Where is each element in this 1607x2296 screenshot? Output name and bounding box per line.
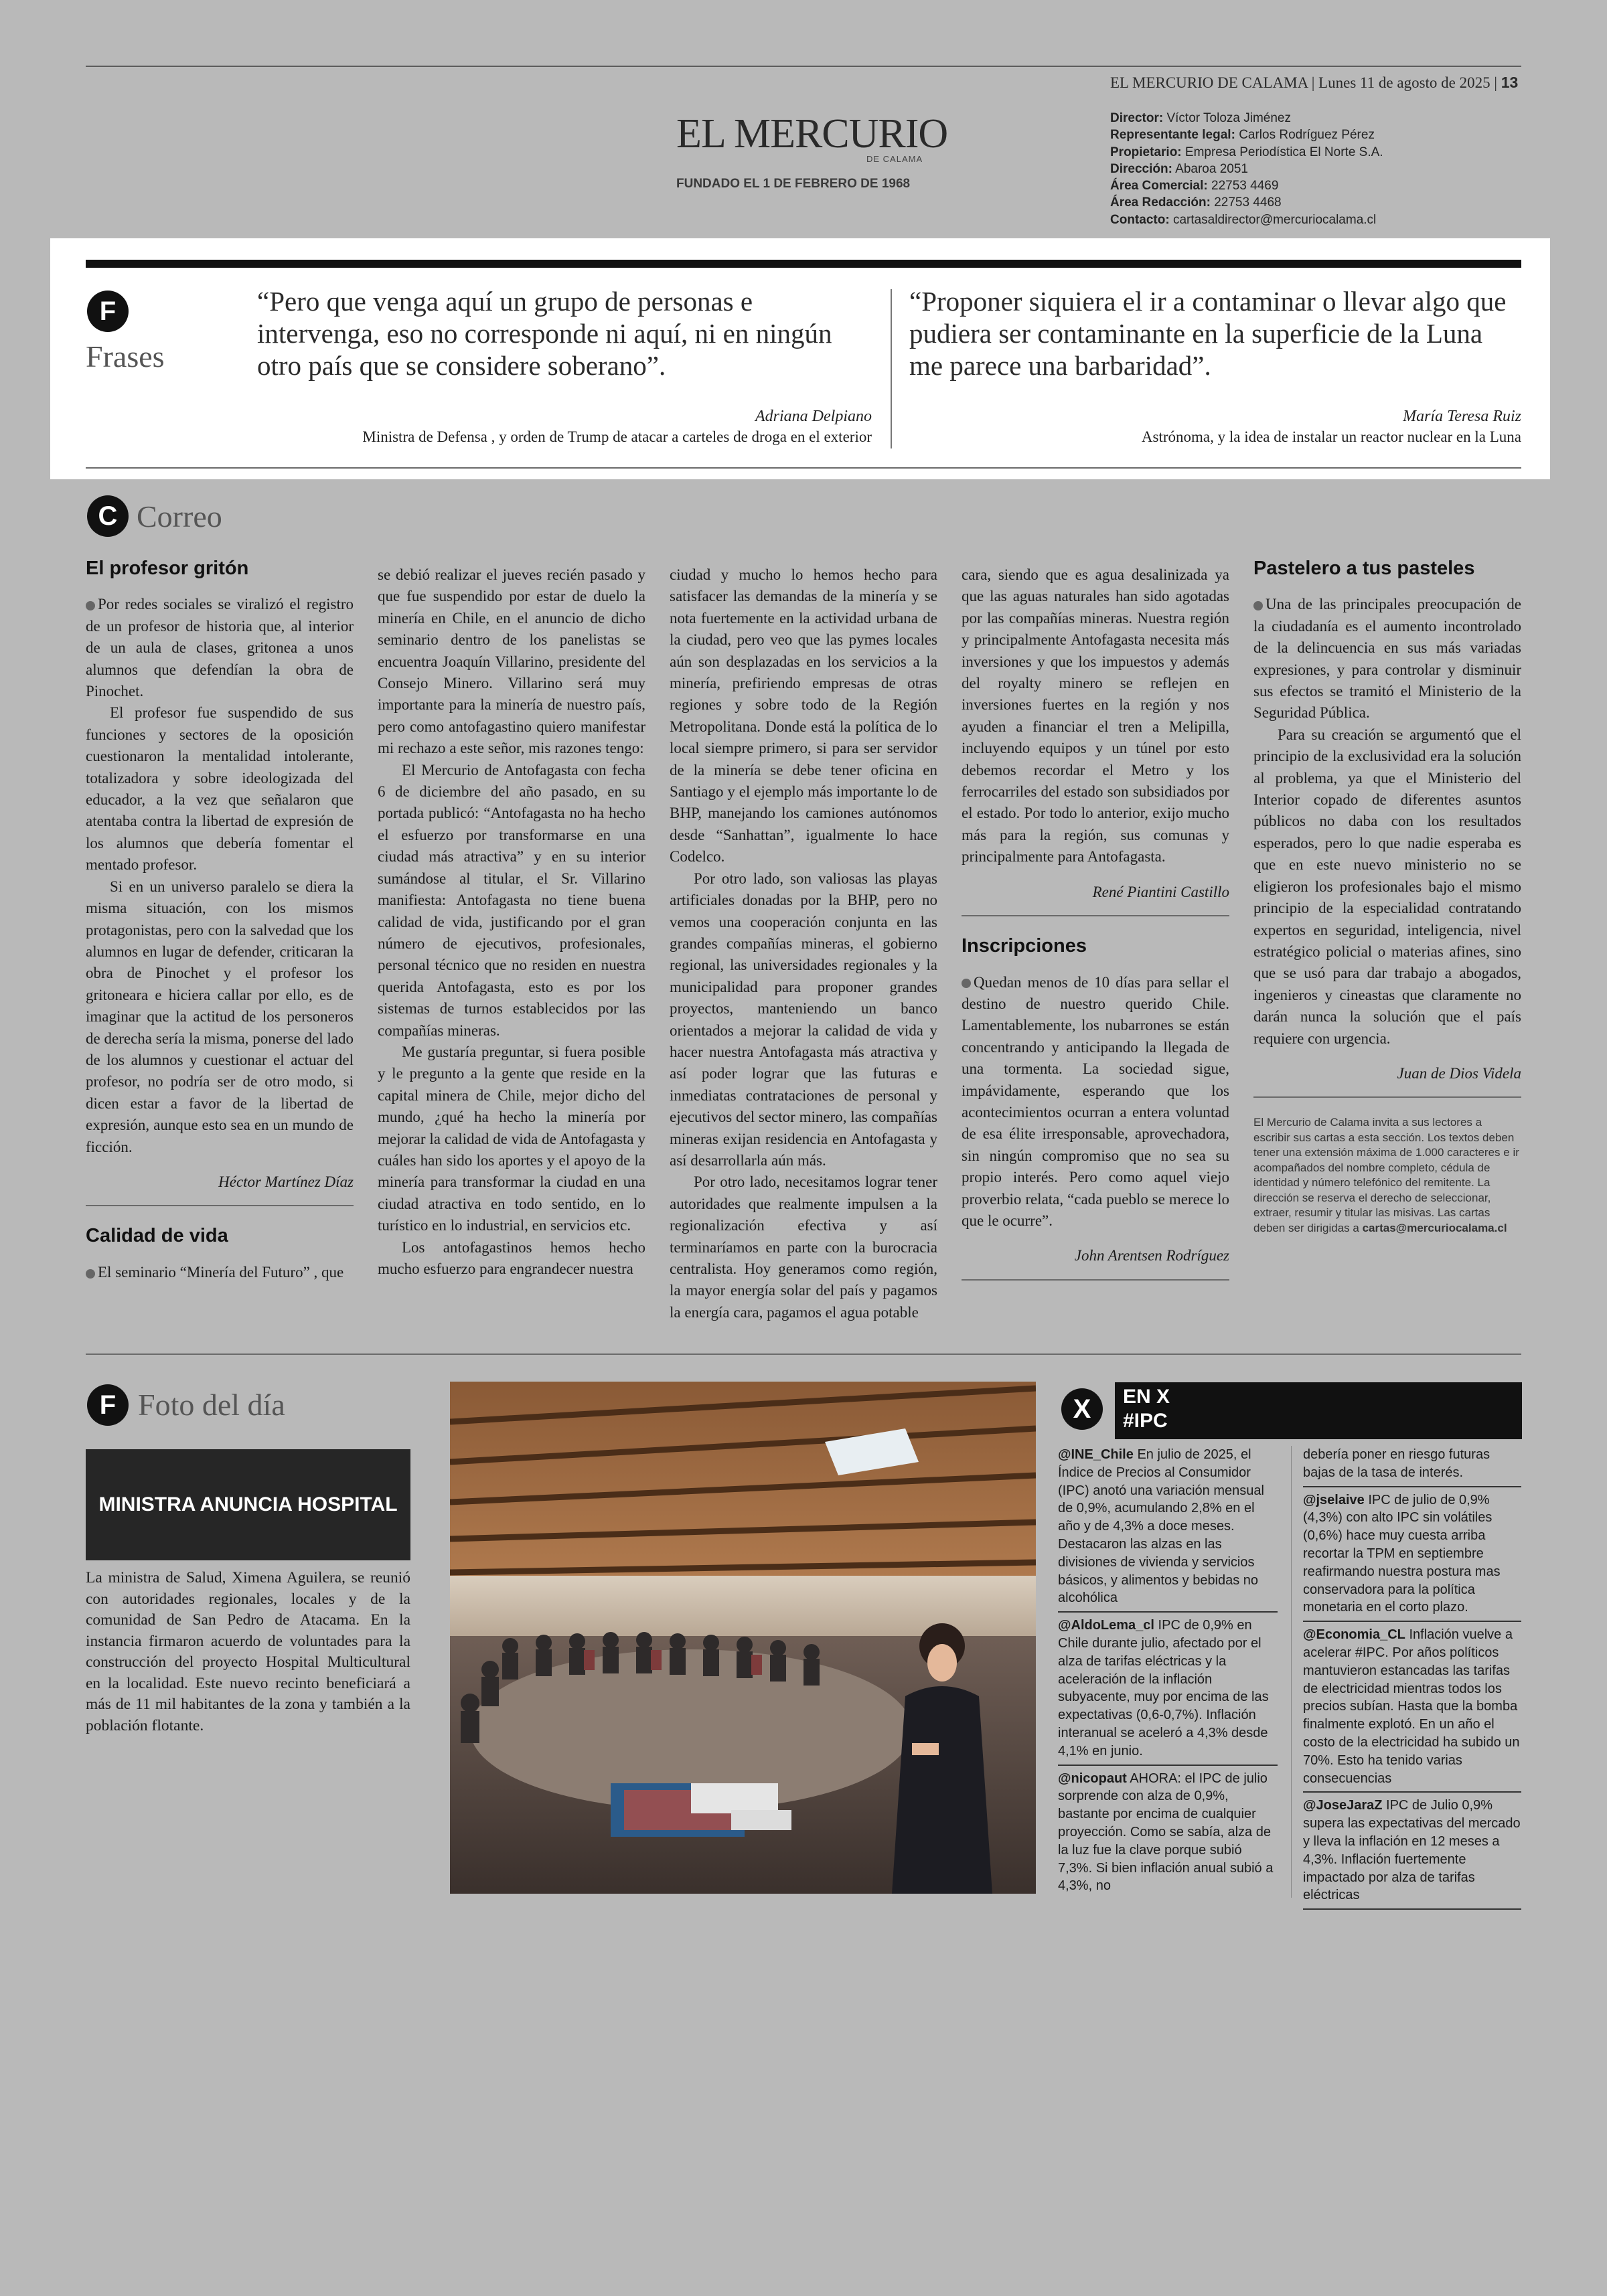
tweet-item[interactable] (1058, 1617, 1278, 1765)
tweet-handle[interactable]: @jselaive (1303, 1492, 1365, 1507)
staff-commercial: Área Comercial: 22753 4469 (1110, 179, 1279, 193)
letter-4-rule (1253, 1096, 1521, 1098)
letter-2-headline: Calidad de vida (86, 1225, 228, 1247)
letter-1-rule (86, 1205, 354, 1206)
masthead-title: EL MERCURIO (676, 111, 948, 157)
x-logo-icon: X (1061, 1388, 1103, 1430)
letter-2-paragraph: ciudad y mucho lo hemos hecho para satisfacer las demandas de la minería y se nota fuertemente en la actividad urbana de la ciudad, pero veo que las pymes locales aún son desplazadas en los servicios a la minería, prefiriendo empresas de otras regiones y sobre todo de la Región Metropolitana. Donde está la política de lo local siempre primero, si para ser servidor de la minería se debe tener oficina en Santiago y el ejemplo más importante lo de BHP, manejando los camiones autónomos desde “Sanhattan”, igualmente lo hace Codelco. (670, 566, 937, 866)
tweet-handle[interactable]: @nicopaut (1058, 1771, 1127, 1786)
enx-column-2 (1303, 1446, 1521, 1914)
masthead-subtitle: DE CALAMA (866, 154, 923, 164)
quote-2-author: María Teresa Ruiz (1403, 408, 1521, 425)
tweet-text: IPC de Julio 0,9% supera las expectativas del mercado y lleva la inflación en 12 meses a 4,3%. Inflación fuertemente impactado por alza de tarifas eléctricas (1303, 1798, 1521, 1903)
frases-icon: F (87, 291, 129, 332)
letter-2-paragraph: Los antofagastinos hemos hecho mucho esfuerzo para engrandecer nuestra (378, 1238, 645, 1277)
quote-1-author: Adriana Delpiano (755, 408, 872, 425)
letters-email[interactable]: cartas@mercuriocalama.cl (1362, 1221, 1507, 1234)
tweet-text: IPC de 0,9% en Chile durante julio, afectado por el alza de tarifas eléctricas y la aceleración de la inflación subyacente, muy por encima de las expectativas (0,6-0,7%). Inflación interanual se aceleró a 4,3% desde 4,1% en junio. (1058, 1618, 1269, 1758)
staff-owner: Propietario: Empresa Periodística El Norte S.A. (1110, 145, 1383, 159)
meeting-photo-image (450, 1382, 1036, 1894)
staff-director: Director: Víctor Toloza Jiménez (1110, 111, 1291, 125)
tweet-item[interactable] (1058, 1770, 1278, 1896)
letter-column-2 (378, 564, 645, 1280)
foto-headline: MINISTRA ANUNCIA HOSPITAL (86, 1449, 410, 1560)
tweet-text: Inflación vuelve a acelerar #IPC. Por años políticos mantuvieron estancadas las tarifas de electricidad mientras todos los precios subían. Hasta que la bomba finalmente explotó. En un año el costo de la electricidad ha subido un 70%. Esto ha tenido varias consecuencias (1303, 1627, 1520, 1786)
dateline (1110, 74, 1518, 92)
enx-divider (1291, 1446, 1292, 1898)
letter-2-paragraph: se debió realizar el jueves recién pasado y que fue suspendido por estar de duelo la minería en Chile, en el anuncio de dicho seminario dentro de los panelistas se encuentra Joaquín Villarino, presidente del Consejo Minero. Villarino será muy importante para la minería de nuestro país, pero como antofagastino quiero manifestar mi rechazo a este señor, mis razones tengo: (378, 566, 645, 757)
quote-1-text: “Pero que venga aquí un grupo de personas e intervenga, eso no corresponde ni aquí, ni en ningún otro país que se considere soberano”. (257, 286, 832, 381)
letter-1-paragraph: Si en un universo paralelo se diera la misma situación, con los mismos protagonistas, pero con la salvedad que los alumnos en lugar de defender, criticaran la obra de Pinochet y el profesor los gritoneara e hiciera callar por ello, es de imaginar que la actitud de los personeros de derecha sería la misma, ponerse del lado de los alumnos y cuestionar el actuar del profesor, no podría ser de otro modo, si dicen estar a favor de la libertad de expresión, aunque esto sea en un mundo de ficción. (86, 878, 354, 1155)
staff-contact[interactable]: Contacto: cartasaldirector@mercuriocalama.cl (1110, 212, 1377, 227)
staff-address: Dirección: Abaroa 2051 (1110, 161, 1248, 176)
staff-box (1110, 110, 1383, 228)
letter-column-4 (962, 564, 1229, 1281)
photo-meeting (450, 1382, 1036, 1894)
quote-1-desc: Ministra de Defensa , y orden de Trump de atacar a carteles de droga en el exterior (362, 428, 872, 445)
foto-label: Foto del día (138, 1388, 285, 1422)
letter-3-rule (962, 1279, 1229, 1281)
quote-2-desc: Astrónoma, y la idea de instalar un reactor nuclear en la Luna (1141, 428, 1521, 445)
quote-2-text: “Proponer siquiera el ir a contaminar o llevar algo que pudiera ser contaminante en la superficie de la Luna me parece una barbaridad”. (909, 286, 1507, 381)
letter-4-headline: Pastelero a tus pasteles (1253, 558, 1475, 579)
letter-column-1 (86, 558, 354, 1283)
tweet-handle[interactable]: @INE_Chile (1058, 1447, 1134, 1462)
letter-2-signature: René Piantini Castillo (1092, 883, 1229, 900)
letter-3-headline: Inscripciones (962, 935, 1087, 957)
tweet-item[interactable] (1303, 1626, 1521, 1793)
bullet-icon (86, 1269, 95, 1279)
correo-label: Correo (137, 499, 222, 534)
letter-1-headline: El profesor gritón (86, 558, 249, 579)
enx-title: EN X #IPC (1123, 1386, 1170, 1432)
letter-2-paragraph: Por otro lado, necesitamos lograr tener autoridades que realmente impulsen a la regionalización efectiva y así terminaríamos en parte con la burocracia centralista. Hoy generamos como región, la mayor energía solar del país y pagamos la energía cara, pagamos el agua potable (670, 1173, 937, 1321)
frases-label: Frases (86, 339, 165, 374)
tweet-item[interactable] (1303, 1491, 1521, 1623)
letter-1-signature: Héctor Martínez Díaz (218, 1173, 354, 1190)
staff-legal: Representante legal: Carlos Rodríguez Pérez (1110, 128, 1375, 143)
letter-2-paragraph: El Mercurio de Antofagasta con fecha 6 de diciembre del año pasado, en su portada publicó: “Antofagasta no ha hecho el esfuerzo por transformarse en una ciudad más atractiva” y en su interior sumándose al titular, el Sr. Villarino manifiesta: Antofagasta no tiene buena calidad de vida, justificando por el gran número de ejecutivos, profesionales, personal técnico que no residen en nuestra querida Antofagasta, esto es por los sistemas de turnos establecidos por las compañías mineras. (378, 761, 645, 1039)
correo-bottom-rule (86, 1354, 1521, 1355)
tweet-text: AHORA: el IPC de julio sorprende con alza de 0,9%, bastante por encima de cualquier proyección. Como se sabía, alza de la luz fue la clave porque subió 7,3%. Si bien inflación anual subió a 4,3%, no (1058, 1771, 1274, 1894)
enx-column-1 (1058, 1446, 1278, 1895)
letter-4-paragraph: Una de las principales preocupación de la ciudadanía es el aumento incontrolado de la delincuencia en sus más variadas expresiones, y para controlar y disminuir sus efectos se tramitó el Ministerio de la Seguridad Pública. (1253, 596, 1521, 722)
page-number: 13 (1501, 74, 1519, 91)
letter-2-paragraph: cara, siendo que es agua desalinizada ya que las aguas naturales han sido agotadas por las compañías mineras. Nuestra región y principalmente Antofagasta necesita más inversiones y que los impuestos y además del royalty minero se reflejen en inversiones fuertes en la región y nos ayuden a financiar el tren a Melipilla, incluyendo equipos y un túnel por esto debemos recordar el Metro y los ferrocarriles del estado son subsidiados por el estado. Por todo lo anterior, exijo mucho más para la región, sus comunas y principalmente para Antofagasta. (962, 566, 1229, 866)
bullet-icon (962, 979, 971, 988)
tweet-handle[interactable]: @JoseJaraZ (1303, 1798, 1383, 1813)
letter-2-paragraph: Me gustaría preguntar, si fuera posible y le pregunto a la gente que reside en la capital minera de Chile, mejor dicho del mundo, ¿qué ha hecho la minería por mejorar la calidad de vida de Antofagasta y cuáles han sido los aportes y el apoyo de la minería para transformar la ciudad en una ciudad atractiva en todo sentido, en lo turístico en lo industrial, en servicios etc. (378, 1043, 645, 1234)
tweet-item[interactable] (1058, 1446, 1278, 1613)
tweet-item (1303, 1446, 1521, 1487)
letter-2-rule (962, 915, 1229, 916)
staff-newsroom: Área Redacción: 22753 4468 (1110, 195, 1282, 210)
letter-1-paragraph: El profesor fue suspendido de sus funciones y sectores de la oposición cuestionaron la mentalidad intolerante, totalizadora y sobre ideologizada del educador, a la vez que señalaron que atentaba contra la libertad de expresión de los alumnos que debería fomentar el mentado profesor. (86, 704, 354, 874)
correo-icon: C (87, 495, 129, 537)
foto-icon: F (87, 1384, 129, 1426)
tweet-handle[interactable]: @AldoLema_cl (1058, 1618, 1154, 1633)
letter-4-signature: Juan de Dios Videla (1397, 1064, 1521, 1082)
tweet-text: IPC de julio de 0,9% (4,3%) con alto IPC sin volátiles (0,6%) hace muy cuesta arriba recortar la TPM en septiembre reafirmando nuestra postura mas conservadora para la política monetaria en el corto plazo. (1303, 1492, 1501, 1615)
tweet-handle[interactable]: @Economia_CL (1303, 1627, 1405, 1643)
frases-rule (86, 260, 1521, 268)
foto-caption: La ministra de Salud, Ximena Aguilera, se reunió con autoridades regionales, locales y de la comunidad de San Pedro de Atacama. En la instancia firmaron acuerdo de voluntades para la construcción del proyecto Hospital Multicultural en la localidad. Este nuevo recinto beneficiará a más de 11 mil habitantes de la zona y también a la población flotante. (86, 1569, 410, 1734)
letters-notice: El Mercurio de Calama invita a sus lectores a escribir sus cartas a esta sección. Los textos deben tener una extensión máxima de 1.000 caracteres e ir acompañados del nombre completo, cédula de identidad y número telefónico del remitente. La dirección se reserva el derecho de seleccionar, extraer, resumir y titular las misivas. Las cartas deben ser dirigidas a cartas@mercuriocalama.cl (1253, 1116, 1519, 1234)
letter-1-paragraph: Por redes sociales se viralizó el registro de un profesor de historia que, al interior de un aula de clases, gritonea a unos alumnos que defendían la obra de Pinochet. (86, 596, 354, 700)
letter-3-paragraph: Quedan menos de 10 días para sellar el destino de nuestro querido Chile. Lamentablemente, los nubarrones se están concentrando y anticipando la llegada de una tormenta. La sociedad sigue, impávidamente, esperando que los acontecimientos ocurran a entera voluntad de esa élite irresponsable, aprovechadora, sin ningún compromiso que no sea su propio interés. Pero como aquel viejo proverbio relata, “cada pueblo se merece lo que le ocurre”. (962, 973, 1229, 1229)
frases-bottom-rule (86, 467, 1521, 469)
tweet-text: debería poner en riesgo futuras bajas de la tasa de interés. (1303, 1447, 1490, 1480)
tweet-text: En julio de 2025, el Índice de Precios al Consumidor (IPC) anotó una variación mensual de 0,9%, acumulando 2,8% en el año y de 4,3% a doce meses. Destacaron las alzas en las divisiones de vivienda y servicios básicos, y alimentos y bebidas no alcohólica (1058, 1447, 1264, 1606)
letter-column-5 (1253, 558, 1521, 1236)
bullet-icon (1253, 601, 1263, 610)
letter-2-paragraph: El seminario “Minería del Futuro” , que (86, 1262, 354, 1283)
top-rule (86, 66, 1521, 67)
masthead-founded: FUNDADO EL 1 DE FEBRERO DE 1968 (676, 177, 911, 191)
frases-divider (891, 289, 892, 448)
dateline-text: EL MERCURIO DE CALAMA | Lunes 11 de agosto de 2025 | (1110, 74, 1497, 91)
letter-3-signature: John Arentsen Rodríguez (1074, 1247, 1229, 1264)
letter-4-paragraph: Para su creación se argumentó que el principio de la exclusividad era la solución al problema, ya que el Ministerio del Interior copado de diferentes asuntos públicos no daba con los resultados esperados, pero lo que nadie esperaba es que en este nuevo ministerio no se eligieron los profesionales bajo el mismo principio de la especialidad contratando expertos en seguridad, inteligencia, nivel estratégico policial o materias afines, sino que se usó para dar trabajo a abogados, ingenieros y cineastas que claramente no darán nunca la solución que el país requiere con urgencia. (1253, 726, 1521, 1047)
tweet-item[interactable] (1303, 1797, 1521, 1910)
letter-2-paragraph: Por otro lado, son valiosas las playas artificiales donadas por la BHP, pero no vemos una cooperación conjunta en las grandes compañías mineras, el gobierno regional, las universidades regionales y la municipalidad para proponer grandes proyectos, manteniendo un banco orientados a mejorar la calidad de vida y hacer nuestra Antofagasta más atractiva y así poder lograr que las futuras e inmediatas contrataciones de personal y ejecutivos del sector minero, las compañías mineras exijan residencia en Antofagasta y así desarrollarla aún más. (670, 870, 937, 1169)
bullet-icon (86, 601, 95, 610)
letter-column-3 (670, 564, 937, 1323)
enx-header (1115, 1382, 1522, 1439)
